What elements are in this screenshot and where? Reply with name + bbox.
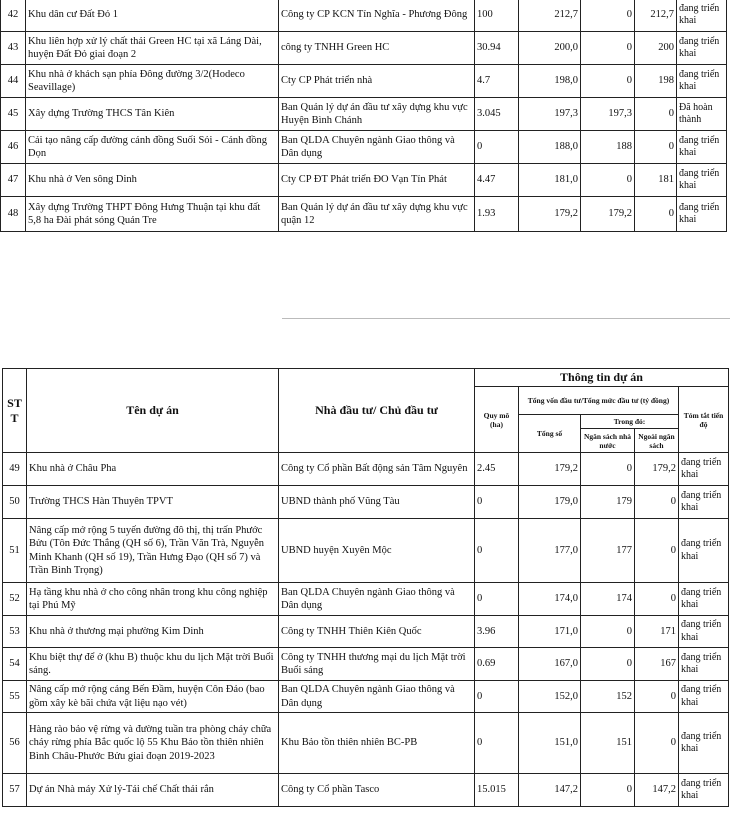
project-area: 3.045 <box>475 98 519 131</box>
project-name: Khu liên hợp xử lý chất thải Green HC tại xã Láng Dài, huyện Đất Đỏ giai đoạn 2 <box>26 32 279 65</box>
investor-name: Cty CP Phát triển nhà <box>279 65 475 98</box>
table-row <box>3 681 729 713</box>
top-table-body <box>1 0 727 232</box>
progress-status: đang triển khai <box>679 713 729 774</box>
row-stt: 53 <box>3 616 27 648</box>
project-area: 0 <box>475 131 519 164</box>
total-capital: 151,0 <box>519 713 581 774</box>
state-budget: 0 <box>581 453 635 486</box>
total-capital: 177,0 <box>519 519 581 583</box>
table-row <box>3 519 729 583</box>
progress-status: đang triển khai <box>679 583 729 616</box>
progress-status: đang triển khai <box>677 32 727 65</box>
table-row <box>1 0 727 32</box>
table-row <box>3 648 729 681</box>
state-budget: 152 <box>581 681 635 713</box>
row-stt: 43 <box>1 32 26 65</box>
investor-name: Ban Quản lý dự án đầu tư xây dựng khu vực Huyện Bình Chánh <box>279 98 475 131</box>
state-budget: 174 <box>581 583 635 616</box>
project-area: 0 <box>475 519 519 583</box>
state-budget: 0 <box>581 774 635 807</box>
progress-status: đang triển khai <box>679 519 729 583</box>
non-budget: 0 <box>635 197 677 232</box>
table-row <box>3 486 729 519</box>
non-budget: 0 <box>635 583 679 616</box>
progress-status: đang triển khai <box>679 616 729 648</box>
row-stt: 51 <box>3 519 27 583</box>
project-name: Nâng cấp mở rộng 5 tuyến đường đô thị, thị trấn Phước Bửu (Tôn Đức Thắng (QH số 6), Trần Văn Trà, Nguyễn Minh Khanh (QH số 19), Trần Hưng Đạo (QH số 7) và Trần Bình Trọng) <box>27 519 279 583</box>
investor-name: Cty CP ĐT Phát triển ĐO Vạn Tín Phát <box>279 164 475 197</box>
project-area: 0 <box>475 583 519 616</box>
row-stt: 47 <box>1 164 26 197</box>
table-row <box>3 583 729 616</box>
project-name: Khu dân cư Đất Đỏ 1 <box>26 0 279 32</box>
row-stt: 57 <box>3 774 27 807</box>
total-capital: 152,0 <box>519 681 581 713</box>
progress-status: đang triển khai <box>677 164 727 197</box>
state-budget: 179 <box>581 486 635 519</box>
project-name: Khu nhà ở thương mại phường Kim Dinh <box>27 616 279 648</box>
state-budget: 0 <box>581 32 635 65</box>
non-budget: 147,2 <box>635 774 679 807</box>
project-name: Cải tạo nâng cấp đường cánh đồng Suối Sỏi - Cánh đồng Dọn <box>26 131 279 164</box>
row-stt: 45 <box>1 98 26 131</box>
total-capital: 198,0 <box>519 65 581 98</box>
header-project-info: Thông tin dự án <box>475 369 729 387</box>
progress-status: đang triển khai <box>677 131 727 164</box>
total-capital: 212,7 <box>519 0 581 32</box>
non-budget: 0 <box>635 131 677 164</box>
total-capital: 200,0 <box>519 32 581 65</box>
table-row <box>1 131 727 164</box>
header-capital: Tổng vốn đầu tư/Tổng mức đầu tư (tỷ đồng) <box>519 387 679 415</box>
projects-table-top <box>0 0 727 232</box>
row-stt: 46 <box>1 131 26 164</box>
non-budget: 198 <box>635 65 677 98</box>
row-stt: 50 <box>3 486 27 519</box>
header-stt: ST T <box>3 369 27 453</box>
progress-status: đang triển khai <box>677 0 727 32</box>
project-name: Khu nhà ở Ven sông Dinh <box>26 164 279 197</box>
bottom-table-body <box>3 453 729 807</box>
project-name: Hạ tầng khu nhà ở cho công nhân trong khu công nghiệp tại Phú Mỹ <box>27 583 279 616</box>
investor-name: UBND thành phố Vũng Tàu <box>279 486 475 519</box>
table-row <box>3 713 729 774</box>
project-area: 15.015 <box>475 774 519 807</box>
header-budget: Ngân sách nhà nước <box>581 429 635 453</box>
progress-status: đang triển khai <box>677 197 727 232</box>
state-budget: 151 <box>581 713 635 774</box>
investor-name: UBND huyện Xuyên Mộc <box>279 519 475 583</box>
project-area: 3.96 <box>475 616 519 648</box>
total-capital: 147,2 <box>519 774 581 807</box>
project-name: Xây dựng Trường THCS Tân Kiên <box>26 98 279 131</box>
investor-name: Công ty Cổ phần Tasco <box>279 774 475 807</box>
project-area: 100 <box>475 0 519 32</box>
state-budget: 0 <box>581 164 635 197</box>
non-budget: 0 <box>635 519 679 583</box>
header-total: Tổng số <box>519 415 581 453</box>
progress-status: đang triển khai <box>679 774 729 807</box>
non-budget: 0 <box>635 486 679 519</box>
non-budget: 212,7 <box>635 0 677 32</box>
row-stt: 56 <box>3 713 27 774</box>
investor-name: Ban QLDA Chuyên ngành Giao thông và Dân dụng <box>279 583 475 616</box>
progress-status: đang triển khai <box>679 681 729 713</box>
non-budget: 200 <box>635 32 677 65</box>
non-budget: 0 <box>635 98 677 131</box>
row-stt: 49 <box>3 453 27 486</box>
project-area: 4.47 <box>475 164 519 197</box>
investor-name: Công ty TNHH thương mại du lịch Mặt trời Buổi sáng <box>279 648 475 681</box>
investor-name: Công ty CP KCN Tín Nghĩa - Phương Đông <box>279 0 475 32</box>
progress-status: đang triển khai <box>679 486 729 519</box>
non-budget: 167 <box>635 648 679 681</box>
total-capital: 174,0 <box>519 583 581 616</box>
table-header <box>3 369 729 453</box>
total-capital: 197,3 <box>519 98 581 131</box>
non-budget: 179,2 <box>635 453 679 486</box>
project-area: 30.94 <box>475 32 519 65</box>
project-area: 2.45 <box>475 453 519 486</box>
header-project-name: Tên dự án <box>27 369 279 453</box>
table-row <box>1 32 727 65</box>
total-capital: 179,0 <box>519 486 581 519</box>
table-row <box>3 453 729 486</box>
non-budget: 0 <box>635 681 679 713</box>
investor-name: Ban QLDA Chuyên ngành Giao thông và Dân dụng <box>279 681 475 713</box>
investor-name: Ban Quản lý dự án đầu tư xây dựng khu vực quận 12 <box>279 197 475 232</box>
progress-status: đang triển khai <box>679 453 729 486</box>
row-stt: 55 <box>3 681 27 713</box>
page-divider-line <box>282 318 730 319</box>
progress-status: đang triển khai <box>677 65 727 98</box>
project-name: Hàng rào bảo vệ rừng và đường tuần tra phòng cháy chữa cháy rừng phía Bắc quốc lộ 55 Khu Bảo tồn thiên nhiên Bình Châu-Phước Bửu giai đoạn 2019-2023 <box>27 713 279 774</box>
header-investor: Nhà đầu tư/ Chủ đầu tư <box>279 369 475 453</box>
non-budget: 171 <box>635 616 679 648</box>
row-stt: 44 <box>1 65 26 98</box>
total-capital: 179,2 <box>519 197 581 232</box>
header-nonbudget: Ngoài ngân sách <box>635 429 679 453</box>
total-capital: 171,0 <box>519 616 581 648</box>
investor-name: Khu Bảo tồn thiên nhiên BC-PB <box>279 713 475 774</box>
table-row <box>1 98 727 131</box>
total-capital: 167,0 <box>519 648 581 681</box>
project-name: Xây dựng Trường THPT Đông Hưng Thuận tại khu đất 5,8 ha Đài phát sóng Quán Tre <box>26 197 279 232</box>
project-area: 0 <box>475 681 519 713</box>
header-area: Quy mô (ha) <box>475 387 519 453</box>
total-capital: 179,2 <box>519 453 581 486</box>
table-row <box>3 774 729 807</box>
project-area: 0 <box>475 486 519 519</box>
progress-status: Đã hoàn thành <box>677 98 727 131</box>
project-name: Khu nhà ở Châu Pha <box>27 453 279 486</box>
state-budget: 0 <box>581 0 635 32</box>
header-of-which: Trong đó: <box>581 415 679 429</box>
state-budget: 179,2 <box>581 197 635 232</box>
state-budget: 0 <box>581 65 635 98</box>
table-row <box>1 197 727 232</box>
investor-name: Ban QLDA Chuyên ngành Giao thông và Dân dụng <box>279 131 475 164</box>
progress-status: đang triển khai <box>679 648 729 681</box>
table-row <box>1 164 727 197</box>
non-budget: 181 <box>635 164 677 197</box>
project-area: 0.69 <box>475 648 519 681</box>
project-area: 4.7 <box>475 65 519 98</box>
project-name: Dự án Nhà máy Xử lý-Tái chế Chất thải rắn <box>27 774 279 807</box>
table-row <box>3 616 729 648</box>
state-budget: 177 <box>581 519 635 583</box>
projects-table-bottom <box>2 368 729 807</box>
project-name: Trường THCS Hàn Thuyên TPVT <box>27 486 279 519</box>
investor-name: Công ty Cổ phần Bất động sản Tâm Nguyên <box>279 453 475 486</box>
project-name: Nâng cấp mở rộng cảng Bến Đầm, huyện Côn Đảo (bao gồm xây kè bãi chứa vật liệu nạo vét) <box>27 681 279 713</box>
total-capital: 188,0 <box>519 131 581 164</box>
row-stt: 54 <box>3 648 27 681</box>
state-budget: 0 <box>581 616 635 648</box>
project-name: Khu nhà ở khách sạn phía Đông đường 3/2(Hodeco Seavillage) <box>26 65 279 98</box>
row-stt: 48 <box>1 197 26 232</box>
project-area: 0 <box>475 713 519 774</box>
state-budget: 0 <box>581 648 635 681</box>
project-area: 1.93 <box>475 197 519 232</box>
investor-name: Công ty TNHH Thiên Kiên Quốc <box>279 616 475 648</box>
total-capital: 181,0 <box>519 164 581 197</box>
header-status: Tóm tắt tiến độ <box>679 387 729 453</box>
row-stt: 42 <box>1 0 26 32</box>
row-stt: 52 <box>3 583 27 616</box>
state-budget: 188 <box>581 131 635 164</box>
non-budget: 0 <box>635 713 679 774</box>
investor-name: công ty TNHH Green HC <box>279 32 475 65</box>
state-budget: 197,3 <box>581 98 635 131</box>
table-row <box>1 65 727 98</box>
project-name: Khu biệt thự để ở (khu B) thuộc khu du lịch Mặt trời Buổi sáng. <box>27 648 279 681</box>
